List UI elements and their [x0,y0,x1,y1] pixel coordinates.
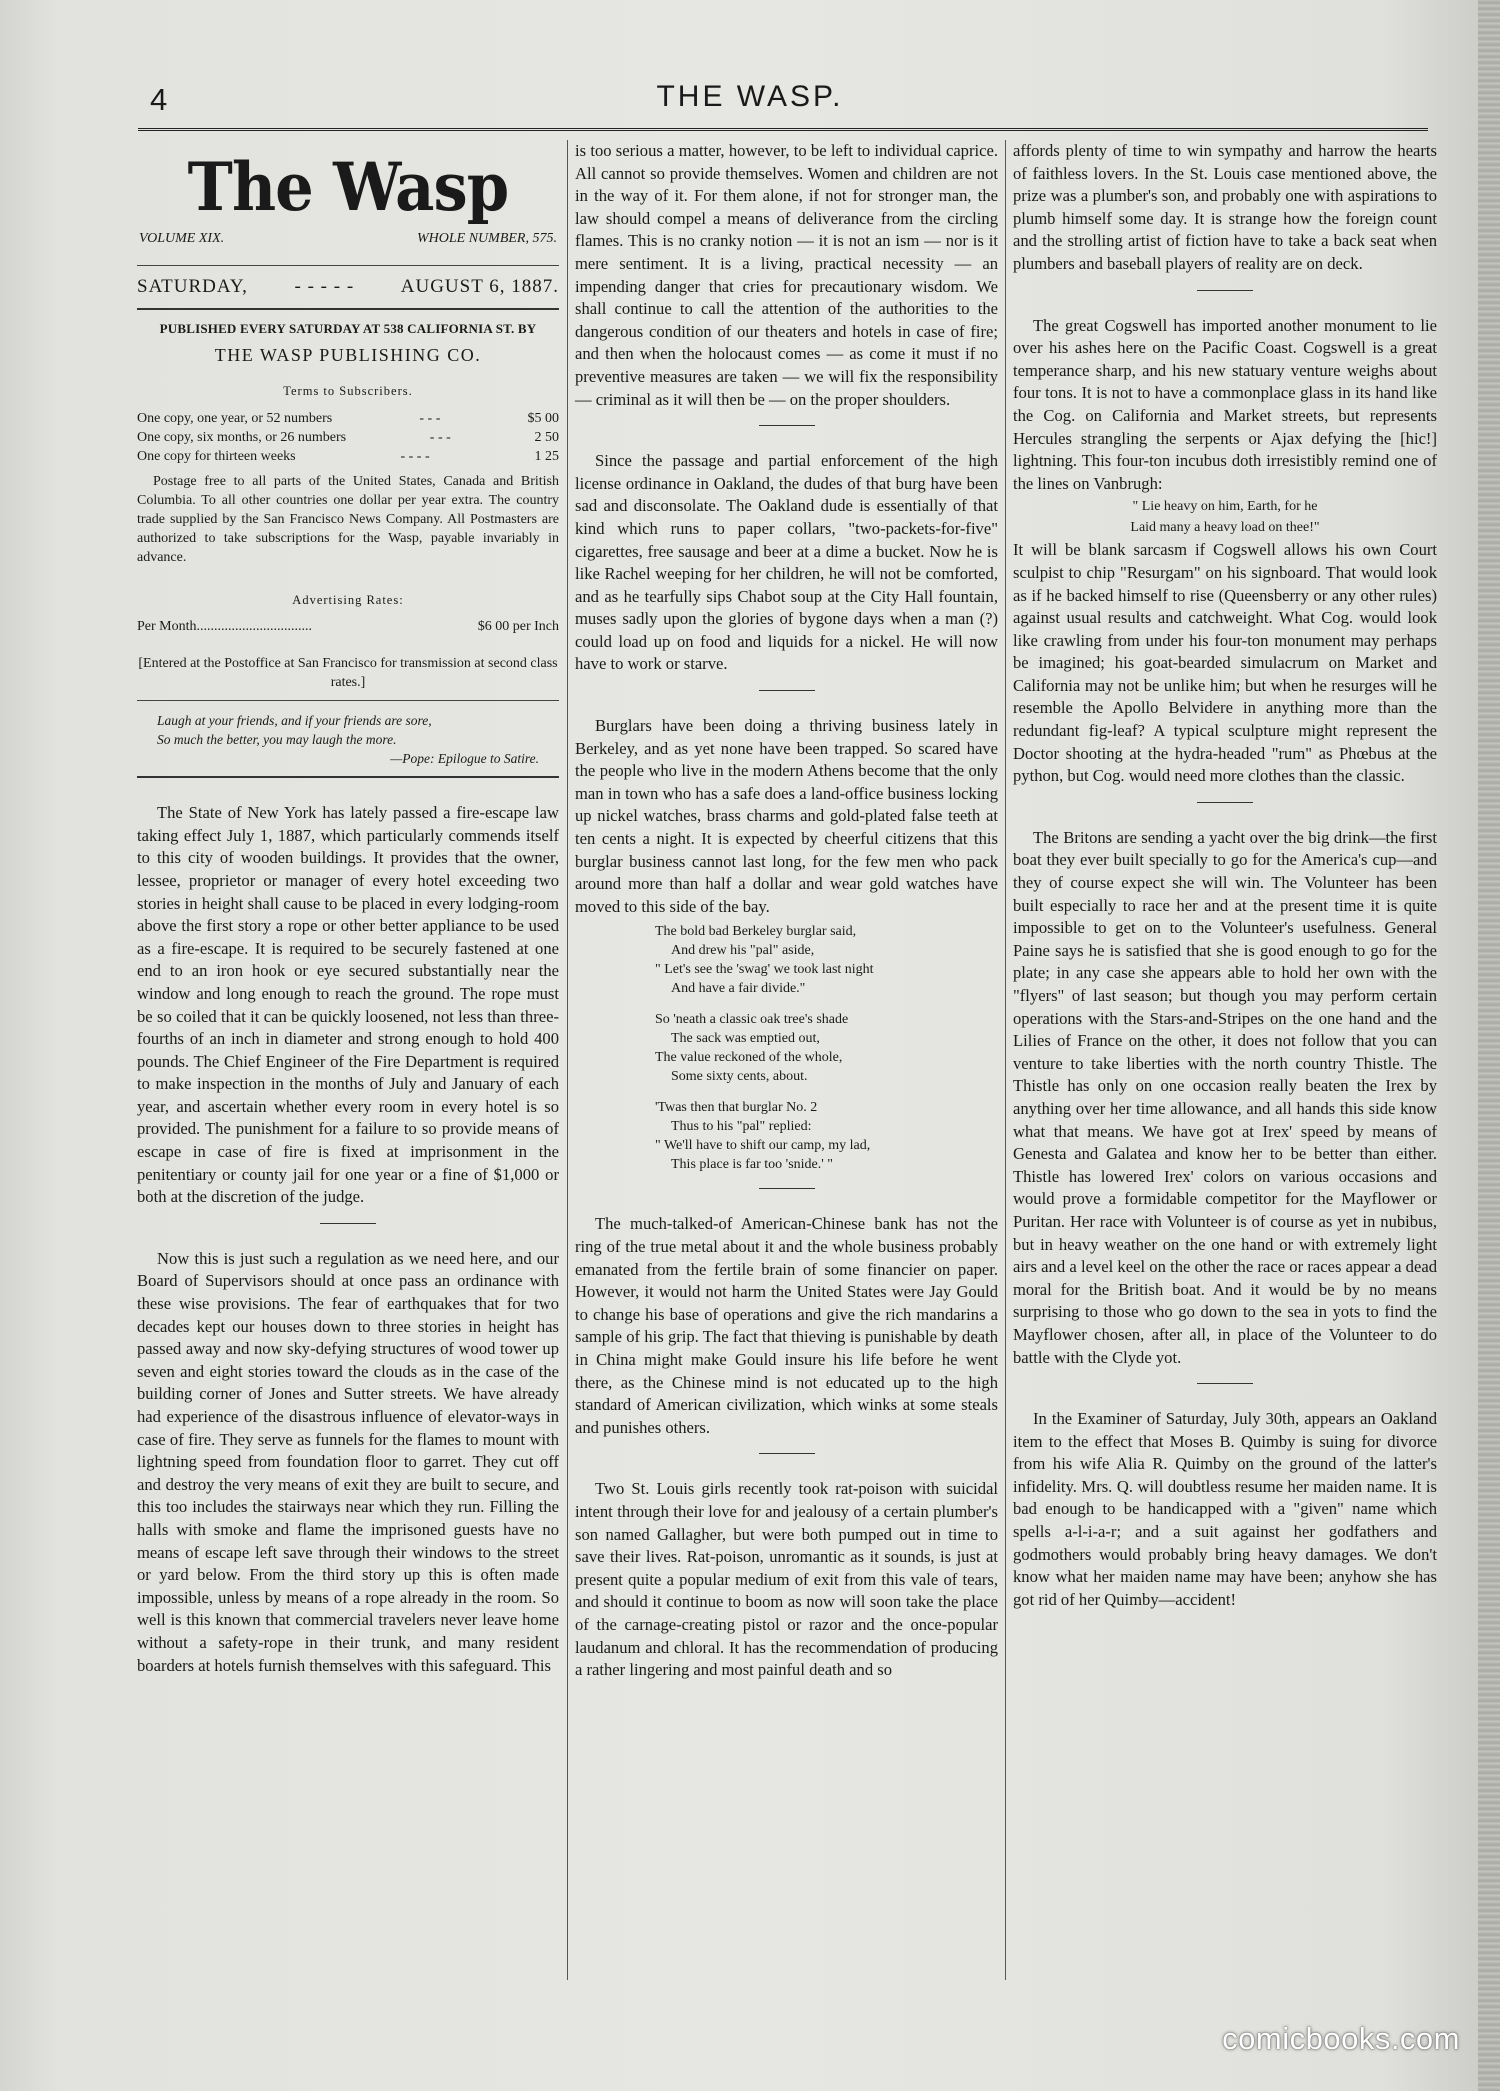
article-paragraph: It will be blank sarcasm if Cogswell allows his own Court sculpist to chip "Resurgam" on his signboard. That would look as if he backed himself to rise (Queensberry or any other rules) against usual results and catchweight. What Cog. would look like crawling from under his four-ton monument may perhaps be imagined; his goat-bearded simulacrum on Market and California may not be unlike him; but when he resurges will he resemble the Apollo Belvidere in anything more than the redundant fig-leaf? A typical sculpture might represent the Doctor shooting at the hydra-headed "rum" as Phœbus at the python, but Cog. would need more clothes than the classic. [1013,540,1437,786]
article-separator [1197,290,1253,291]
epigraph [137,701,559,778]
epigraph-line: Laugh at your friends, and if your friends are sore, [157,713,432,729]
epigraph-line: So much the better, you may laugh the more. [157,732,397,748]
poem-line: The value reckoned of the whole, [655,1050,843,1066]
postoffice-notice: [Entered at the Postoffice at San Francisco for transmission at second class rates.] [137,654,559,701]
article-paragraph: The much-talked-of American-Chinese bank has not the ring of the true metal about it and the whole business probably emanated from the fertile brain of some financier on paper. However, it would not harm the United States were Jay Gould to change his base of operations and give the rich mandarins a sample of his grip. The fact that thieving is punishable by death in China might make Gould insure his life before he went there, as the Chinese mind is not educated up to the high standard of American civilization, which winks at some steals and punishes others. [575,1214,998,1437]
article-separator [1197,802,1253,803]
terms-label: One copy, one year, or 52 numbers [137,410,333,426]
publisher-rule [137,308,559,310]
volume-number: VOLUME XIX. [139,231,225,246]
terms-label: One copy for thirteen weeks [137,448,296,464]
article-paragraph: Since the passage and partial enforcement of the high license ordinance in Oakland, the dudes of that burg have been sad and disconsolate. The Oakland dude is essentially of that kind which runs to paper collars, "two-packets-for-five" cigarettes, free sausage and beer at a dime a bucket. Now he is like Rachel weeping for her children, he will not be comforted, and as he tearfully sips Chabot soup at the City Hall fountain, muses sadly upon the glories of bygone days when a man (?) could load up on food and liquids for a nickel. He will now have to work or starve. [575,451,998,674]
advertising-rate-row [137,616,559,639]
article-paragraph: In the Examiner of Saturday, July 30th, appears an Oakland item to the effect that Moses B. Quimby is suing for divorce from his wife Alia R. Quimby on the ground of the latter's infidelity. Mrs. Q. will doubtless resume her maiden name. It is bad enough to be handicapped with a "given" name which spells a-l-i-a-r; and a suit against her godfathers and godmothers would probably bring heavy damages. We don't know what her maiden name may have been; anyhow she has got rid of her Quimby—accident! [1013,1409,1437,1609]
issue-day: SATURDAY, [137,275,248,297]
article-paragraph: Now this is just such a regulation as we need here, and our Board of Supervisors should at once pass an ordinance with these wise provisions. The fear of earthquakes that for two decades kept our houses down to three stories in height has passed away and now sky-defying structures of wood tower up seven and eight stories toward the clouds as in the case of the building corner of Jones and Sutter streets. We have already had experience of the disastrous influence of elevator-ways in case of fire. They serve as funnels for the flames to mount with lightning speed from foundation floor to garret. They cut off and destroy the very means of exit they are built to secure, and this too includes the stairways near which they run. Filling the halls with smoke and flame the imprisoned guests have no means of escape left save through their windows to the street or yard below. From the third story up this is often made impossible, unless by means of a rope already in the room. So well is this known that commercial travelers never leave home without a safety-rope in their trunk, and many resident boarders at hotels furnish themselves with this safeguard. This [137,1248,559,1675]
postage-notice [137,472,559,567]
dateline-dashes: - - - - - [294,275,355,297]
article-paragraph: The great Cogswell has imported another monument to lie over his ashes here on the Pacific Coast. Cogswell is a great temperance sharp, and his new statuary venture weighs about four tons. It is not to have a commonplace glass in its hand like the Cog. on California and Market streets, but represents Hercules strangling the serpents or Ajax defying the [hic!] lightning. This four-ton incubus doth irresistibly remind one of the lines on Vanbrugh: [1013,315,1437,493]
dateline [137,265,559,299]
terms-price: 2 50 [534,429,559,445]
terms-row [137,428,559,447]
terms-price: $5 00 [527,410,559,426]
advertising-price: $6 00 per Inch [477,618,559,634]
poem-line: Thus to his "pal" replied: [671,1119,812,1135]
column-2 [575,140,998,1682]
poem-line: So 'neath a classic oak tree's shade [655,1012,849,1028]
publisher-name: THE WASP PUBLISHING CO. [214,344,482,365]
column-3 [1013,140,1437,1611]
article-paragraph: The Britons are sending a yacht over the big drink—the first boat they ever built specially to go for the America's cup—and they of course expect she will win. The Volunteer has been built especially to race her and at the present time it is quite impossible to get on to the Volunteer's usefulness. General Paine says he is satisfied that she is good enough to go for the plate; in any case she appears able to hold her own with the "flyers" of last season; but though you may perform certain operations with the Stars-and-Stripes on the one hand and the Lilies of France on the other, it does not follow that you can venture to take liberties with the north country Thistle. The Thistle has only on one occasion really beaten the Irex by anything over her time allowance, and all hands this side know what that means. We have got at Irex' speed by means of Genesta and Galatea and know her to be better than either. Thistle has lowered Irex' colors on various occasions and would prove a formidable competitor for the Mayflower or Puritan. Her race with Volunteer is of course as yet in nubibus, but in heavy weather on the one hand or with extremely light airs and a level keel on the other the race or races appear a dead moral for the British boat. And it would be by no means surprising to those who go down to the sea in yots to find the Mayflower chosen, after all, in place of the Volunteer to do battle with the Clyde yot. [1013,827,1437,1367]
article-separator [759,1453,815,1454]
terms-dots: - - - [429,429,451,445]
article-paragraph: affords plenty of time to win sympathy and harrow the hearts of faithless lovers. In the St. Louis case mentioned above, the prize was a plumber's son, and probably one with aspirations to plumb himself some day. It is strange how the foreign count and the strolling artist of fiction have to take a back seat when plumbers and baseball players of reality are on deck. [1013,141,1437,273]
running-title: THE WASP. [656,80,844,113]
poem-line: The sack was emptied out, [671,1031,820,1047]
poem-line: This place is far too 'snide.' " [671,1157,833,1173]
quoted-verse-line: " Lie heavy on him, Earth, for he [1132,499,1318,515]
advertising-label: Per Month................................. [137,618,312,634]
article-paragraph: is too serious a matter, however, to be left to individual caprice. All cannot so provide themselves. Women and children are not in the way of it. For them alone, if not for stronger man, the law should compel a means of deliverance from the circling flames. This is no cranky notion — it is not an ism — nor is it mere sentiment. It is a living, practical necessity — an impending danger that cries for precautionary wisdom. We shall continue to call the attention of the authorities to the dangerous condition of our theaters and hotels in case of fire; and then when the holocaust comes — as come it must if no preventive measures are taken — we will fix the responsibility — criminal as it will then be — on the proper shoulders. [575,141,998,409]
advertising-heading: Advertising Rates: [292,592,404,607]
terms-dots: - - - [419,410,441,426]
site-watermark: comicbooks.com [1222,2021,1460,2056]
subscription-terms [137,409,559,466]
column-divider [1005,140,1006,1980]
poem-line: And have a fair divide." [671,981,806,997]
page-binding-edge [1478,0,1500,2091]
poem-line: The bold bad Berkeley burglar said, [655,924,857,940]
poem-line: 'Twas then that burglar No. 2 [655,1100,818,1116]
masthead-title: The Wasp [187,148,509,226]
article-paragraph: Two St. Louis girls recently took rat-poison with suicidal intent through their love for and jealousy of a certain plumber's son named Gallagher, but were both pumped out in time to save their lives. Rat-poison, unromantic as it sounds, is just at present quite a popular medium of exit from this vale of tears, and should it continue to boom as now will soon take the place of the carnage-creating pistol or razor and the once-popular laudanum and chloral. It has the recommendation of producing a rather lingering and most painful death and so [575,1479,998,1680]
whole-number: WHOLE NUMBER, 575. [417,231,557,246]
page-number: 4 [150,82,168,117]
terms-label: One copy, six months, or 26 numbers [137,429,347,445]
burglar-poem [575,922,998,1174]
poem-line: And drew his "pal" aside, [671,943,815,959]
poem-line: " We'll have to shift our camp, my lad, [655,1138,871,1154]
issue-date: AUGUST 6, 1887. [400,275,559,297]
poem-line: Some sixty cents, about. [671,1069,808,1085]
article-paragraph: The State of New York has lately passed a fire-escape law taking effect July 1, 1887, which particularly commends itself to this city of wooden buildings. It provides that the owner, lessee, proprietor or manager of every hotel exceeding two stories in height shall cause to be placed in every lodging-room above the first story a rope or other better appliance to be used as a fire-escape. It is required to be securely fastened at one end to an iron hook or eye secured substantially near the window and long enough to reach the ground. The rope must be so coiled that it can be quickly loosened, not less than three-fourths of an inch in diameter and strong enough to hold 400 pounds. The Chief Engineer of the Fire Department is required to make inspection in the months of July and January of each year, and ascertain whether every room in every hotel is so provided. The punishment for a failure to so provide means of escape in case of fire is fixed at imprisonment in the penitentiary or county jail for one year or a fine of $1,000 or both at the discretion of the judge. [137,803,559,1207]
postage-text: Postage free to all parts of the United States, Canada and British Columbia. To all other countries one dollar per year extra. The country trade supplied by the San Francisco News Company. All Postmasters are authorized to take subscriptions for the Wasp, payable invariably in advance. [137,473,559,565]
column-1 [137,140,559,1677]
top-rule [138,128,1428,131]
terms-price: 1 25 [534,448,559,464]
article-separator [1197,1383,1253,1384]
article-separator [759,1188,815,1189]
quoted-verse-line: Laid many a heavy load on thee!" [1130,520,1320,536]
poem-line: " Let's see the 'swag' we took last night [655,962,874,978]
epigraph-source: —Pope: Epilogue to Satire. [390,751,539,767]
volume-row [137,228,559,251]
terms-heading: Terms to Subscribers. [283,384,413,399]
publication-info: PUBLISHED EVERY SATURDAY AT 538 CALIFORNIA ST. BY [159,321,537,337]
article-separator [320,1223,376,1224]
terms-row [137,409,559,428]
column-divider [567,140,568,1980]
terms-dots: - - - - [400,448,430,464]
article-separator [759,690,815,691]
article-paragraph: Burglars have been doing a thriving business lately in Berkeley, and as yet none have been trapped. So scared have the people who live in the modern Athens become that the only man in town who has a safe does a land-office business locking up nickel watches, brass charms and gold-plated false teeth at ten cents a night. It is expected by cheerful citizens that this burglar business cannot last long, for the few men who pack around more than half a dollar and wear gold watches have moved to this side of the bay. [575,716,998,916]
terms-row [137,447,559,466]
article-separator [759,425,815,426]
